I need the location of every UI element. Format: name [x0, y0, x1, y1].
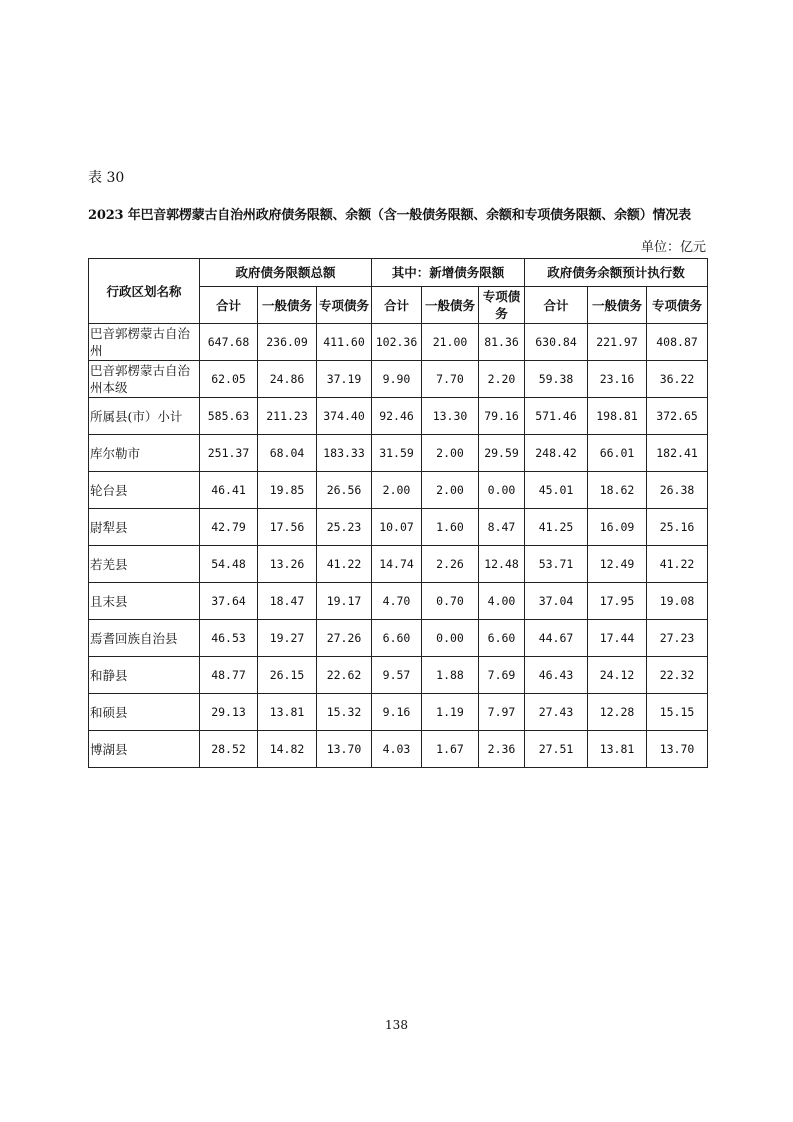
value-cell: 647.68 — [200, 324, 258, 361]
value-cell: 45.01 — [525, 472, 588, 509]
region-name-cell: 博湖县 — [89, 731, 200, 768]
value-cell: 13.30 — [422, 398, 479, 435]
value-cell: 29.13 — [200, 694, 258, 731]
unit-label: 单位：亿元 — [640, 240, 706, 255]
value-cell: 12.28 — [588, 694, 647, 731]
value-cell: 15.15 — [647, 694, 708, 731]
value-cell: 183.33 — [317, 435, 372, 472]
value-cell: 13.70 — [647, 731, 708, 768]
group-header-new-limit: 其中：新增债务限额 — [372, 259, 525, 287]
table-row — [89, 694, 708, 731]
value-cell: 68.04 — [258, 435, 317, 472]
value-cell: 13.70 — [317, 731, 372, 768]
value-cell: 79.16 — [479, 398, 525, 435]
sub-header-total: 合计 — [372, 287, 422, 324]
value-cell: 13.81 — [588, 731, 647, 768]
table-row — [89, 361, 708, 398]
value-cell: 7.70 — [422, 361, 479, 398]
region-name-cell: 和静县 — [89, 657, 200, 694]
value-cell: 248.42 — [525, 435, 588, 472]
value-cell: 42.79 — [200, 509, 258, 546]
value-cell: 21.00 — [422, 324, 479, 361]
value-cell: 25.16 — [647, 509, 708, 546]
value-cell: 19.27 — [258, 620, 317, 657]
table-row — [89, 583, 708, 620]
value-cell: 41.25 — [525, 509, 588, 546]
value-cell: 1.60 — [422, 509, 479, 546]
value-cell: 2.36 — [479, 731, 525, 768]
table-row — [89, 472, 708, 509]
sub-header-special: 专项债务 — [479, 287, 525, 324]
value-cell: 17.44 — [588, 620, 647, 657]
value-cell: 31.59 — [372, 435, 422, 472]
region-name-cell: 巴音郭楞蒙古自治州本级 — [89, 361, 200, 398]
table-title: 2023 年巴音郭楞蒙古自治州政府债务限额、余额（含一般债务限额、余额和专项债务限额、余额）情况表 — [88, 208, 691, 223]
value-cell: 19.08 — [647, 583, 708, 620]
value-cell: 9.16 — [372, 694, 422, 731]
value-cell: 54.48 — [200, 546, 258, 583]
table-row — [89, 546, 708, 583]
table-row — [89, 620, 708, 657]
sub-header-general: 一般债务 — [588, 287, 647, 324]
value-cell: 13.26 — [258, 546, 317, 583]
debt-table — [88, 258, 708, 768]
value-cell: 630.84 — [525, 324, 588, 361]
value-cell: 23.16 — [588, 361, 647, 398]
value-cell: 26.38 — [647, 472, 708, 509]
region-name-cell: 且末县 — [89, 583, 200, 620]
value-cell: 41.22 — [647, 546, 708, 583]
value-cell: 19.17 — [317, 583, 372, 620]
value-cell: 17.95 — [588, 583, 647, 620]
sub-header-special: 专项债务 — [317, 287, 372, 324]
value-cell: 4.00 — [479, 583, 525, 620]
group-header-balance: 政府债务余额预计执行数 — [525, 259, 708, 287]
value-cell: 16.09 — [588, 509, 647, 546]
value-cell: 4.70 — [372, 583, 422, 620]
sub-header-general: 一般债务 — [258, 287, 317, 324]
table-row — [89, 398, 708, 435]
value-cell: 8.47 — [479, 509, 525, 546]
value-cell: 6.60 — [372, 620, 422, 657]
header-row-groups — [89, 259, 708, 287]
value-cell: 66.01 — [588, 435, 647, 472]
value-cell: 2.00 — [422, 472, 479, 509]
value-cell: 46.43 — [525, 657, 588, 694]
region-name-cell: 巴音郭楞蒙古自治州 — [89, 324, 200, 361]
table-row — [89, 509, 708, 546]
value-cell: 408.87 — [647, 324, 708, 361]
value-cell: 0.70 — [422, 583, 479, 620]
value-cell: 53.71 — [525, 546, 588, 583]
value-cell: 48.77 — [200, 657, 258, 694]
group-header-limit-total: 政府债务限额总额 — [200, 259, 372, 287]
value-cell: 28.52 — [200, 731, 258, 768]
value-cell: 15.32 — [317, 694, 372, 731]
table-row — [89, 435, 708, 472]
value-cell: 27.51 — [525, 731, 588, 768]
value-cell: 46.53 — [200, 620, 258, 657]
value-cell: 37.19 — [317, 361, 372, 398]
value-cell: 27.43 — [525, 694, 588, 731]
value-cell: 13.81 — [258, 694, 317, 731]
value-cell: 27.23 — [647, 620, 708, 657]
value-cell: 12.48 — [479, 546, 525, 583]
value-cell: 81.36 — [479, 324, 525, 361]
region-name-cell: 焉耆回族自治县 — [89, 620, 200, 657]
value-cell: 1.19 — [422, 694, 479, 731]
value-cell: 27.26 — [317, 620, 372, 657]
value-cell: 2.00 — [372, 472, 422, 509]
value-cell: 18.62 — [588, 472, 647, 509]
value-cell: 0.00 — [422, 620, 479, 657]
value-cell: 4.03 — [372, 731, 422, 768]
value-cell: 44.67 — [525, 620, 588, 657]
value-cell: 182.41 — [647, 435, 708, 472]
page-number: 138 — [385, 1018, 408, 1032]
value-cell: 10.07 — [372, 509, 422, 546]
value-cell: 59.38 — [525, 361, 588, 398]
region-name-cell: 尉犁县 — [89, 509, 200, 546]
value-cell: 26.15 — [258, 657, 317, 694]
value-cell: 12.49 — [588, 546, 647, 583]
table-row — [89, 657, 708, 694]
value-cell: 14.82 — [258, 731, 317, 768]
value-cell: 25.23 — [317, 509, 372, 546]
value-cell: 9.90 — [372, 361, 422, 398]
value-cell: 18.47 — [258, 583, 317, 620]
value-cell: 251.37 — [200, 435, 258, 472]
value-cell: 102.36 — [372, 324, 422, 361]
value-cell: 571.46 — [525, 398, 588, 435]
value-cell: 374.40 — [317, 398, 372, 435]
value-cell: 17.56 — [258, 509, 317, 546]
value-cell: 221.97 — [588, 324, 647, 361]
value-cell: 7.69 — [479, 657, 525, 694]
value-cell: 26.56 — [317, 472, 372, 509]
value-cell: 198.81 — [588, 398, 647, 435]
value-cell: 14.74 — [372, 546, 422, 583]
value-cell: 41.22 — [317, 546, 372, 583]
value-cell: 1.88 — [422, 657, 479, 694]
value-cell: 2.20 — [479, 361, 525, 398]
region-column-header: 行政区划名称 — [89, 259, 200, 324]
sub-header-general: 一般债务 — [422, 287, 479, 324]
value-cell: 7.97 — [479, 694, 525, 731]
table-row — [89, 731, 708, 768]
value-cell: 24.86 — [258, 361, 317, 398]
sub-header-total: 合计 — [525, 287, 588, 324]
value-cell: 372.65 — [647, 398, 708, 435]
value-cell: 37.64 — [200, 583, 258, 620]
value-cell: 236.09 — [258, 324, 317, 361]
region-name-cell: 所属县(市）小计 — [89, 398, 200, 435]
table-row — [89, 324, 708, 361]
value-cell: 19.85 — [258, 472, 317, 509]
value-cell: 2.00 — [422, 435, 479, 472]
value-cell: 29.59 — [479, 435, 525, 472]
value-cell: 46.41 — [200, 472, 258, 509]
sub-header-special: 专项债务 — [647, 287, 708, 324]
value-cell: 211.23 — [258, 398, 317, 435]
value-cell: 2.26 — [422, 546, 479, 583]
value-cell: 0.00 — [479, 472, 525, 509]
table-body — [89, 324, 708, 768]
value-cell: 36.22 — [647, 361, 708, 398]
sub-header-total: 合计 — [200, 287, 258, 324]
value-cell: 22.62 — [317, 657, 372, 694]
value-cell: 24.12 — [588, 657, 647, 694]
value-cell: 22.32 — [647, 657, 708, 694]
region-name-cell: 若羌县 — [89, 546, 200, 583]
region-name-cell: 和硕县 — [89, 694, 200, 731]
value-cell: 37.04 — [525, 583, 588, 620]
value-cell: 9.57 — [372, 657, 422, 694]
value-cell: 6.60 — [479, 620, 525, 657]
region-name-cell: 轮台县 — [89, 472, 200, 509]
value-cell: 411.60 — [317, 324, 372, 361]
value-cell: 62.05 — [200, 361, 258, 398]
value-cell: 585.63 — [200, 398, 258, 435]
table-number: 表 30 — [88, 170, 125, 186]
value-cell: 1.67 — [422, 731, 479, 768]
value-cell: 92.46 — [372, 398, 422, 435]
region-name-cell: 库尔勒市 — [89, 435, 200, 472]
